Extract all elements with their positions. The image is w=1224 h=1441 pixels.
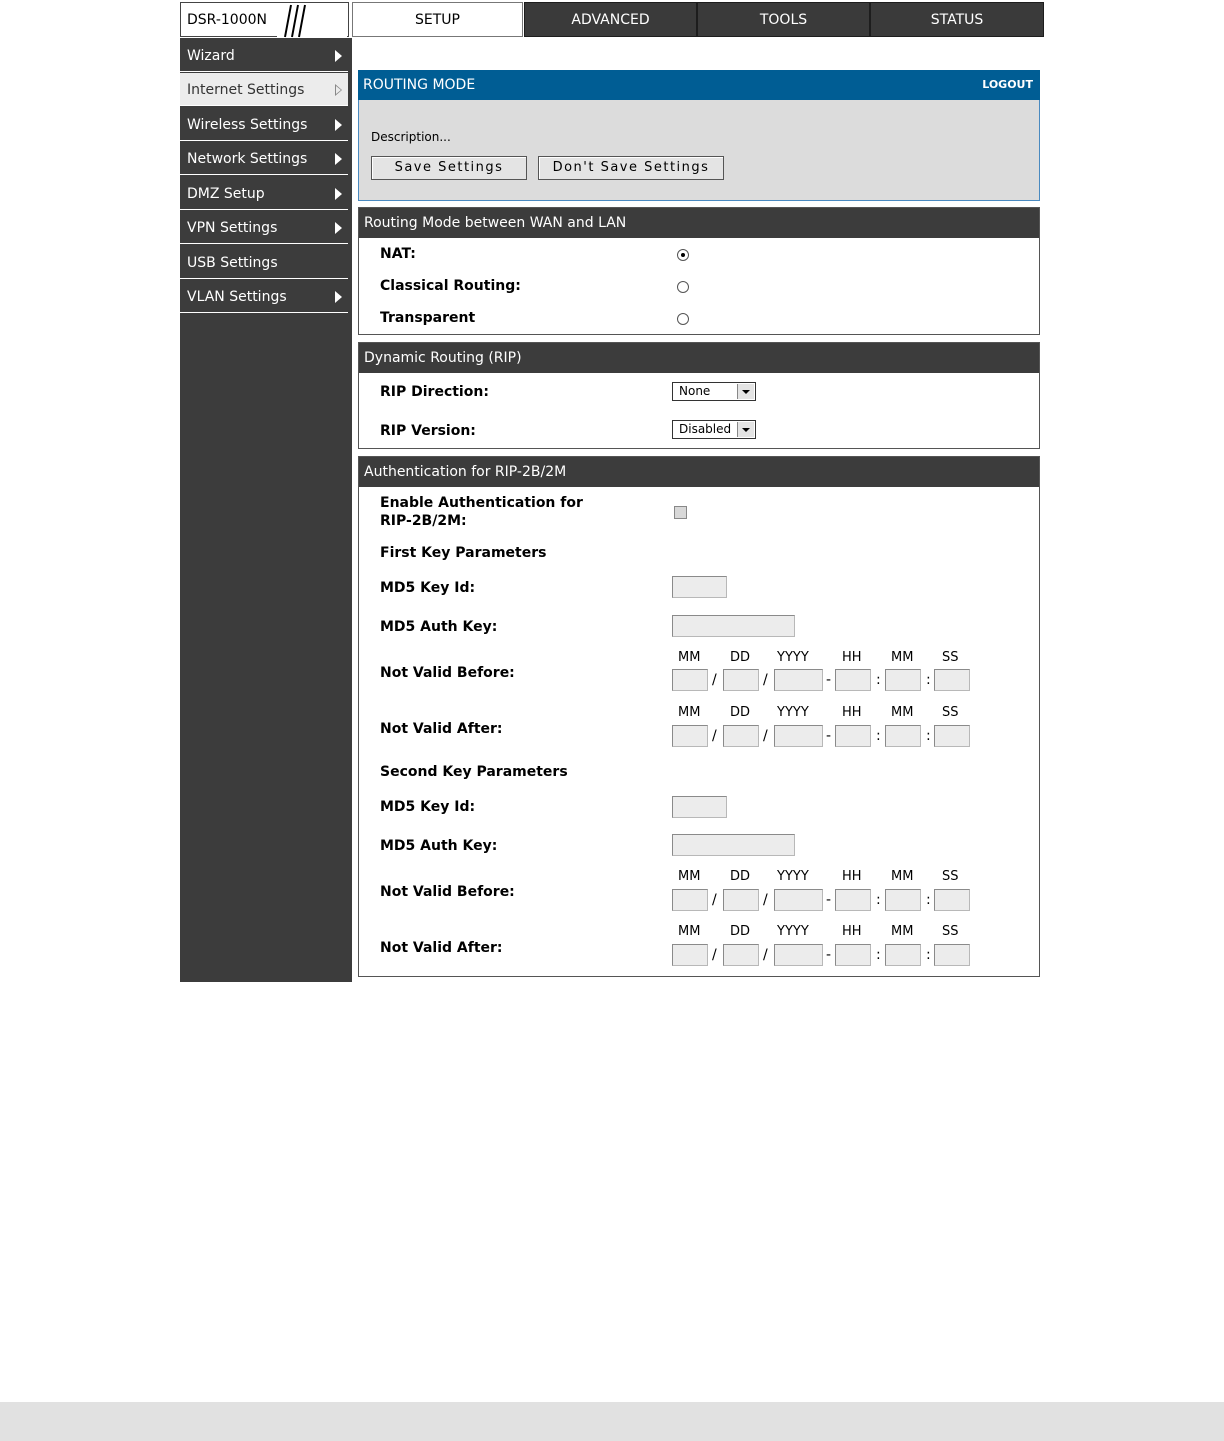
first-md5-key-id-label: MD5 Key Id:	[380, 580, 476, 596]
section-title: Routing Mode between WAN and LAN	[359, 208, 1039, 238]
nat-radio[interactable]	[677, 249, 689, 261]
save-settings-button[interactable]: Save Settings	[371, 156, 527, 180]
date-separator: -	[826, 672, 832, 688]
chevron-down-icon	[737, 422, 754, 437]
nat-label: NAT:	[380, 246, 416, 262]
date-separator: -	[826, 892, 832, 908]
chevron-right-icon	[335, 188, 342, 200]
date-part-label: MM	[891, 924, 914, 939]
date-part-label: DD	[730, 705, 751, 720]
sidebar-item-dmz-setup[interactable]	[180, 177, 348, 210]
year-input[interactable]	[774, 944, 823, 966]
first-md5-key-id-input[interactable]	[672, 576, 727, 598]
sidebar-item-internet-settings[interactable]	[180, 73, 348, 106]
second-input[interactable]	[934, 725, 970, 747]
month-input[interactable]	[672, 669, 708, 691]
dynamic-routing-panel	[358, 342, 1040, 449]
first-key-title: First Key Parameters	[380, 545, 547, 561]
page-footer-band	[0, 1402, 1224, 1441]
second-input[interactable]	[934, 669, 970, 691]
second-md5-key-id-input[interactable]	[672, 796, 727, 818]
date-separator: /	[763, 728, 768, 744]
date-part-label: HH	[842, 650, 862, 665]
minute-input[interactable]	[885, 669, 921, 691]
date-separator: :	[876, 728, 881, 744]
tab-status[interactable]: STATUS	[870, 2, 1044, 37]
date-part-label: SS	[942, 869, 959, 884]
rip-direction-select[interactable]	[672, 382, 756, 401]
enable-auth-label-2: RIP-2B/2M:	[380, 513, 467, 529]
year-input[interactable]	[774, 889, 823, 911]
first-md5-auth-key-label: MD5 Auth Key:	[380, 619, 498, 635]
rip-version-select[interactable]	[672, 420, 756, 439]
date-part-label: MM	[891, 705, 914, 720]
date-part-label: YYYY	[777, 650, 809, 665]
sidebar-item-wireless-settings[interactable]	[180, 108, 348, 141]
date-separator: /	[712, 892, 717, 908]
logo-slashes-icon	[277, 3, 347, 38]
date-separator: :	[926, 672, 931, 688]
device-logo	[180, 2, 349, 37]
date-part-label: MM	[891, 869, 914, 884]
dont-save-settings-button[interactable]: Don't Save Settings	[538, 156, 724, 180]
sidebar-item-wizard[interactable]	[180, 39, 348, 72]
date-part-label: DD	[730, 924, 751, 939]
second-md5-key-id-label: MD5 Key Id:	[380, 799, 476, 815]
sidebar-item-label: VLAN Settings	[187, 289, 287, 305]
date-part-label: HH	[842, 705, 862, 720]
sidebar-item-usb-settings[interactable]	[180, 246, 348, 279]
sidebar-item-label: DMZ Setup	[187, 186, 265, 202]
sidebar-item-label: VPN Settings	[187, 220, 278, 236]
chevron-right-icon	[335, 153, 342, 165]
second-not-valid-before-label: Not Valid Before:	[380, 884, 515, 900]
rip-version-value: Disabled	[679, 422, 732, 436]
chevron-right-icon	[335, 291, 342, 303]
minute-input[interactable]	[885, 889, 921, 911]
logout-link[interactable]: LOGOUT	[982, 78, 1033, 91]
tab-setup[interactable]: SETUP	[352, 2, 523, 37]
section-title: Authentication for RIP-2B/2M	[359, 457, 1039, 487]
date-part-label: SS	[942, 705, 959, 720]
date-part-label: SS	[942, 650, 959, 665]
sidebar-item-network-settings[interactable]	[180, 142, 348, 175]
sidebar-item-label: USB Settings	[187, 255, 278, 271]
enable-auth-label: Enable Authentication for	[380, 495, 583, 511]
date-part-label: HH	[842, 924, 862, 939]
date-separator: /	[712, 947, 717, 963]
date-separator: /	[712, 728, 717, 744]
first-not-valid-after-label: Not Valid After:	[380, 721, 503, 737]
rip-version-label: RIP Version:	[380, 423, 476, 439]
second-input[interactable]	[934, 944, 970, 966]
transparent-label: Transparent	[380, 310, 476, 326]
rip-direction-value: None	[679, 384, 711, 398]
date-separator: :	[876, 892, 881, 908]
chevron-right-icon	[335, 84, 342, 96]
hour-input[interactable]	[835, 889, 871, 911]
date-part-label: YYYY	[777, 924, 809, 939]
date-part-label: DD	[730, 650, 751, 665]
sidebar-item-vlan-settings[interactable]	[180, 280, 348, 313]
first-not-valid-before-label: Not Valid Before:	[380, 665, 515, 681]
date-separator: :	[926, 728, 931, 744]
second-not-valid-after-label: Not Valid After:	[380, 940, 503, 956]
hour-input[interactable]	[835, 669, 871, 691]
hour-input[interactable]	[835, 944, 871, 966]
date-part-label: MM	[678, 924, 701, 939]
second-key-title: Second Key Parameters	[380, 764, 568, 780]
rip-direction-label: RIP Direction:	[380, 384, 489, 400]
model-name: DSR-1000N	[187, 12, 267, 28]
date-part-label: SS	[942, 924, 959, 939]
day-input[interactable]	[723, 725, 759, 747]
date-part-label: YYYY	[777, 869, 809, 884]
chevron-right-icon	[335, 50, 342, 62]
year-input[interactable]	[774, 669, 823, 691]
day-input[interactable]	[723, 669, 759, 691]
month-input[interactable]	[672, 944, 708, 966]
date-part-label: MM	[678, 650, 701, 665]
second-input[interactable]	[934, 889, 970, 911]
day-input[interactable]	[723, 944, 759, 966]
date-part-label: MM	[891, 650, 914, 665]
authentication-panel	[358, 456, 1040, 977]
wan-lan-routing-panel	[358, 207, 1040, 335]
second-md5-auth-key-input[interactable]	[672, 834, 795, 856]
date-separator: /	[763, 947, 768, 963]
first-md5-auth-key-input[interactable]	[672, 615, 795, 637]
hour-input[interactable]	[835, 725, 871, 747]
transparent-radio[interactable]	[677, 313, 689, 325]
routing-mode-header	[358, 70, 1040, 100]
classical-routing-radio[interactable]	[677, 281, 689, 293]
date-separator: -	[826, 947, 832, 963]
day-input[interactable]	[723, 889, 759, 911]
minute-input[interactable]	[885, 944, 921, 966]
section-title: Dynamic Routing (RIP)	[359, 343, 1039, 373]
month-input[interactable]	[672, 725, 708, 747]
date-part-label: MM	[678, 869, 701, 884]
date-separator: -	[826, 728, 832, 744]
minute-input[interactable]	[885, 725, 921, 747]
tab-tools[interactable]: TOOLS	[697, 2, 870, 37]
sidebar-item-label: Wireless Settings	[187, 117, 308, 133]
date-part-label: YYYY	[777, 705, 809, 720]
sidebar	[180, 38, 352, 982]
tab-advanced[interactable]: ADVANCED	[524, 2, 697, 37]
classical-routing-label: Classical Routing:	[380, 278, 521, 294]
month-input[interactable]	[672, 889, 708, 911]
sidebar-item-label: Wizard	[187, 48, 235, 64]
sidebar-item-vpn-settings[interactable]	[180, 211, 348, 244]
date-separator: :	[876, 672, 881, 688]
enable-auth-checkbox[interactable]	[674, 506, 687, 519]
date-separator: /	[712, 672, 717, 688]
date-separator: :	[926, 947, 931, 963]
routing-mode-description-box	[358, 100, 1040, 201]
chevron-down-icon	[737, 384, 754, 399]
description-text: Description...	[371, 130, 451, 144]
sidebar-item-label: Network Settings	[187, 151, 308, 167]
chevron-right-icon	[335, 222, 342, 234]
year-input[interactable]	[774, 725, 823, 747]
date-separator: /	[763, 892, 768, 908]
sidebar-item-label: Internet Settings	[187, 82, 305, 98]
date-part-label: MM	[678, 705, 701, 720]
date-separator: :	[926, 892, 931, 908]
date-separator: /	[763, 672, 768, 688]
page-title: ROUTING MODE	[363, 77, 476, 93]
date-separator: :	[876, 947, 881, 963]
chevron-right-icon	[335, 119, 342, 131]
date-part-label: DD	[730, 869, 751, 884]
date-part-label: HH	[842, 869, 862, 884]
second-md5-auth-key-label: MD5 Auth Key:	[380, 838, 498, 854]
